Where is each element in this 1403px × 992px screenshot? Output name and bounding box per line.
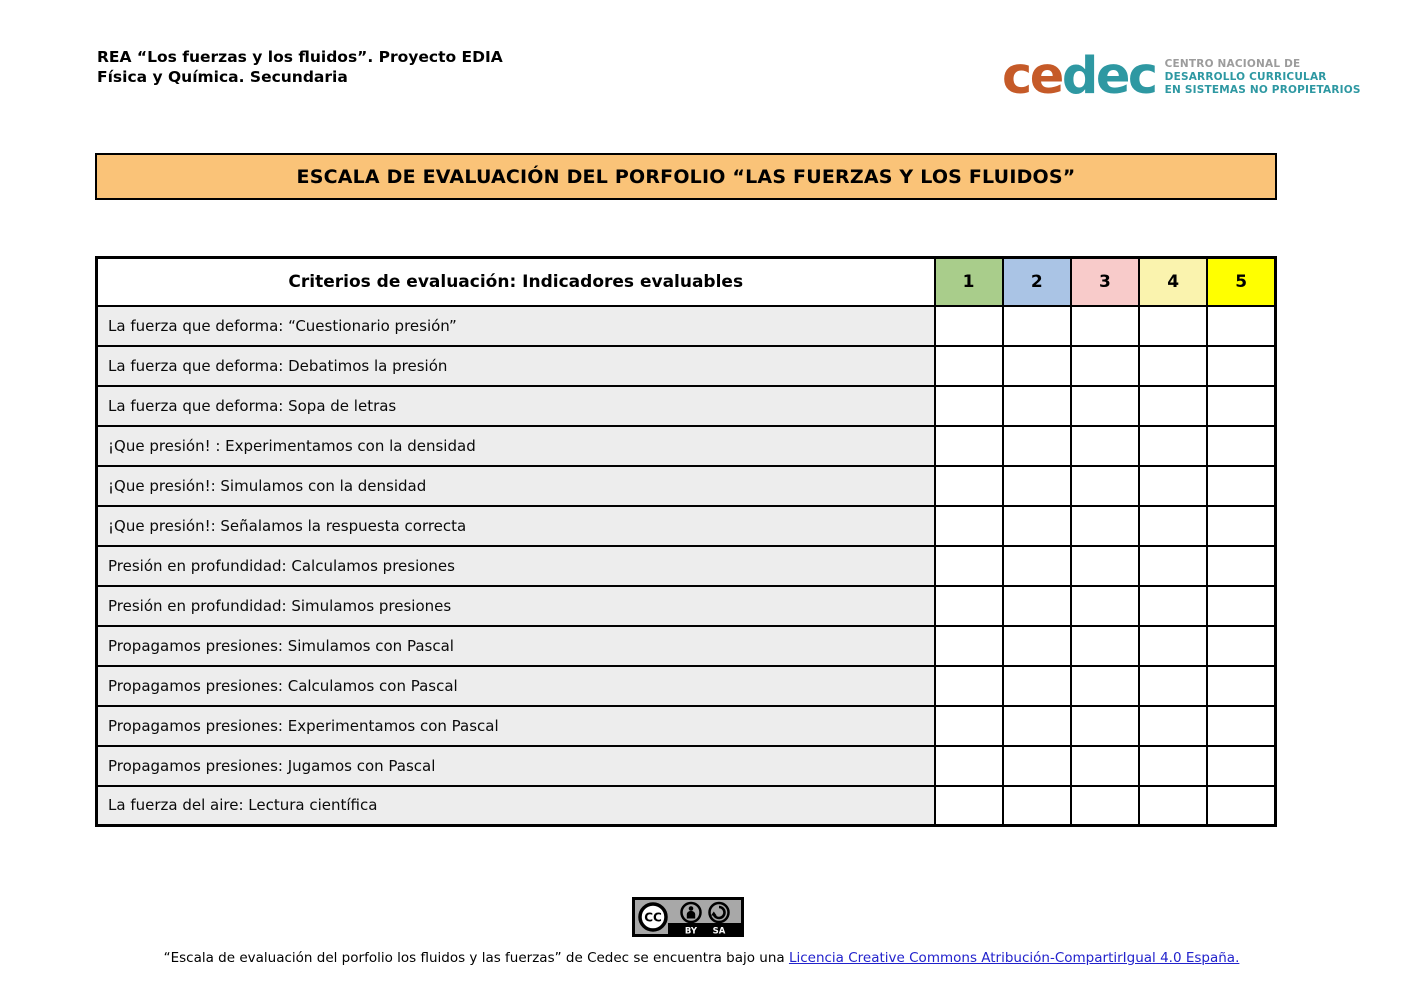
table-row: [97, 346, 1276, 386]
cc-sa-label: SA: [712, 926, 726, 937]
criterion-label: Propagamos presiones: Calculamos con Pascal: [97, 666, 935, 706]
cedec-tagline-line2: DESARROLLO CURRICULAR: [1164, 70, 1327, 83]
score-cell: [1139, 786, 1207, 826]
document-header: [97, 48, 503, 87]
score-cell: [1071, 426, 1139, 466]
score-cell: [1207, 586, 1275, 626]
score-cell: [1003, 546, 1071, 586]
score-cell: [1071, 506, 1139, 546]
cedec-wordmark: [1002, 47, 1156, 106]
criterion-label: ¡Que presión!: Simulamos con la densidad: [97, 466, 935, 506]
table-row: [97, 306, 1276, 346]
evaluation-table: [95, 256, 1277, 827]
table-row: [97, 746, 1276, 786]
score-column-header-5: 5: [1207, 258, 1275, 306]
license-link[interactable]: Licencia Creative Commons Atribución-CompartirIgual 4.0 España.: [788, 950, 1240, 966]
table-row: [97, 466, 1276, 506]
score-cell: [1071, 706, 1139, 746]
score-cell: [1071, 586, 1139, 626]
cc-icon: [640, 904, 666, 930]
score-cell: [1071, 466, 1139, 506]
title-banner: [95, 153, 1277, 200]
score-cell: [1071, 666, 1139, 706]
score-cell: [1207, 666, 1275, 706]
score-cell: [1003, 386, 1071, 426]
criterion-label: La fuerza que deforma: “Cuestionario presión”: [97, 306, 935, 346]
score-cell: [1139, 546, 1207, 586]
cc-by-sa-badge[interactable]: [632, 897, 744, 937]
score-cell: [1003, 786, 1071, 826]
score-cell: [1071, 346, 1139, 386]
score-cell: [935, 666, 1003, 706]
cedec-tagline: [1165, 58, 1361, 97]
table-row: [97, 506, 1276, 546]
license-footer-text: “Escala de evaluación del porfolio los fluidos y las fuerzas” de Cedec se encuentra bajo una: [163, 950, 789, 966]
score-cell: [1139, 466, 1207, 506]
score-cell: [935, 626, 1003, 666]
document-header-line2: Física y Química. Secundaria: [97, 67, 348, 86]
score-column-header-2: 2: [1003, 258, 1071, 306]
score-cell: [1139, 426, 1207, 466]
score-cell: [1207, 306, 1275, 346]
table-row: [97, 786, 1276, 826]
score-cell: [1139, 706, 1207, 746]
cedec-wordmark-ce: ce: [1002, 47, 1062, 106]
score-cell: [1207, 466, 1275, 506]
score-cell: [1071, 786, 1139, 826]
score-cell: [1071, 306, 1139, 346]
document-header-line1: REA “Los fuerzas y los fluidos”. Proyecto EDIA: [97, 48, 503, 66]
score-cell: [1003, 346, 1071, 386]
score-cell: [1071, 626, 1139, 666]
criterion-label: Presión en profundidad: Simulamos presiones: [97, 586, 935, 626]
score-cell: [1071, 386, 1139, 426]
page-title: ESCALA DE EVALUACIÓN DEL PORFOLIO “LAS FUERZAS Y LOS FLUIDOS”: [296, 165, 1076, 188]
score-cell: [1139, 626, 1207, 666]
table-row: [97, 546, 1276, 586]
score-cell: [1003, 666, 1071, 706]
cedec-wordmark-dec: dec: [1061, 47, 1156, 106]
criteria-column-header: Criterios de evaluación: Indicadores evaluables: [97, 258, 935, 306]
score-cell: [1003, 586, 1071, 626]
score-cell: [1003, 426, 1071, 466]
score-cell: [1207, 506, 1275, 546]
score-cell: [935, 346, 1003, 386]
score-cell: [935, 586, 1003, 626]
cedec-tagline-line1: CENTRO NACIONAL DE: [1164, 57, 1301, 70]
score-cell: [1003, 306, 1071, 346]
table-row: [97, 386, 1276, 426]
cc-by-label: BY: [684, 926, 698, 937]
score-cell: [1139, 346, 1207, 386]
score-cell: [1071, 746, 1139, 786]
score-cell: [935, 306, 1003, 346]
score-cell: [1003, 746, 1071, 786]
criterion-label: La fuerza que deforma: Debatimos la presión: [97, 346, 935, 386]
score-cell: [935, 426, 1003, 466]
criterion-label: La fuerza que deforma: Sopa de letras: [97, 386, 935, 426]
score-cell: [1207, 546, 1275, 586]
score-cell: [935, 506, 1003, 546]
score-cell: [1139, 506, 1207, 546]
score-cell: [1139, 386, 1207, 426]
score-cell: [1207, 746, 1275, 786]
criterion-label: Presión en profundidad: Calculamos presiones: [97, 546, 935, 586]
score-cell: [1139, 586, 1207, 626]
score-cell: [1207, 706, 1275, 746]
score-cell: [1207, 786, 1275, 826]
svg-text:CC: CC: [644, 910, 662, 925]
score-cell: [1207, 626, 1275, 666]
score-cell: [1207, 386, 1275, 426]
criterion-label: Propagamos presiones: Experimentamos con Pascal: [97, 706, 935, 746]
score-cell: [935, 466, 1003, 506]
score-cell: [1003, 506, 1071, 546]
criterion-label: ¡Que presión!: Señalamos la respuesta correcta: [97, 506, 935, 546]
table-row: [97, 706, 1276, 746]
table-header-row: [97, 258, 1276, 306]
share-alike-icon: [710, 903, 729, 922]
cc-badge-black-strip: [668, 923, 742, 936]
table-row: [97, 626, 1276, 666]
criterion-label: La fuerza del aire: Lectura científica: [97, 786, 935, 826]
criterion-label: Propagamos presiones: Jugamos con Pascal: [97, 746, 935, 786]
attribution-person-icon: [682, 903, 701, 922]
cedec-logo: [1002, 47, 1361, 106]
criterion-label: ¡Que presión! : Experimentamos con la densidad: [97, 426, 935, 466]
score-cell: [1003, 466, 1071, 506]
score-cell: [1003, 626, 1071, 666]
score-cell: [935, 786, 1003, 826]
score-cell: [935, 746, 1003, 786]
score-column-header-4: 4: [1139, 258, 1207, 306]
score-cell: [1139, 746, 1207, 786]
cedec-tagline-line3: EN SISTEMAS NO PROPIETARIOS: [1164, 83, 1361, 96]
license-footer: [0, 950, 1403, 966]
table-row: [97, 666, 1276, 706]
criterion-label: Propagamos presiones: Simulamos con Pascal: [97, 626, 935, 666]
score-column-header-3: 3: [1071, 258, 1139, 306]
score-cell: [935, 546, 1003, 586]
score-cell: [1207, 426, 1275, 466]
score-cell: [1139, 666, 1207, 706]
score-cell: [1139, 306, 1207, 346]
score-cell: [1003, 706, 1071, 746]
score-column-header-1: 1: [935, 258, 1003, 306]
score-cell: [935, 386, 1003, 426]
score-cell: [935, 706, 1003, 746]
score-cell: [1071, 546, 1139, 586]
table-row: [97, 586, 1276, 626]
table-row: [97, 426, 1276, 466]
score-cell: [1207, 346, 1275, 386]
